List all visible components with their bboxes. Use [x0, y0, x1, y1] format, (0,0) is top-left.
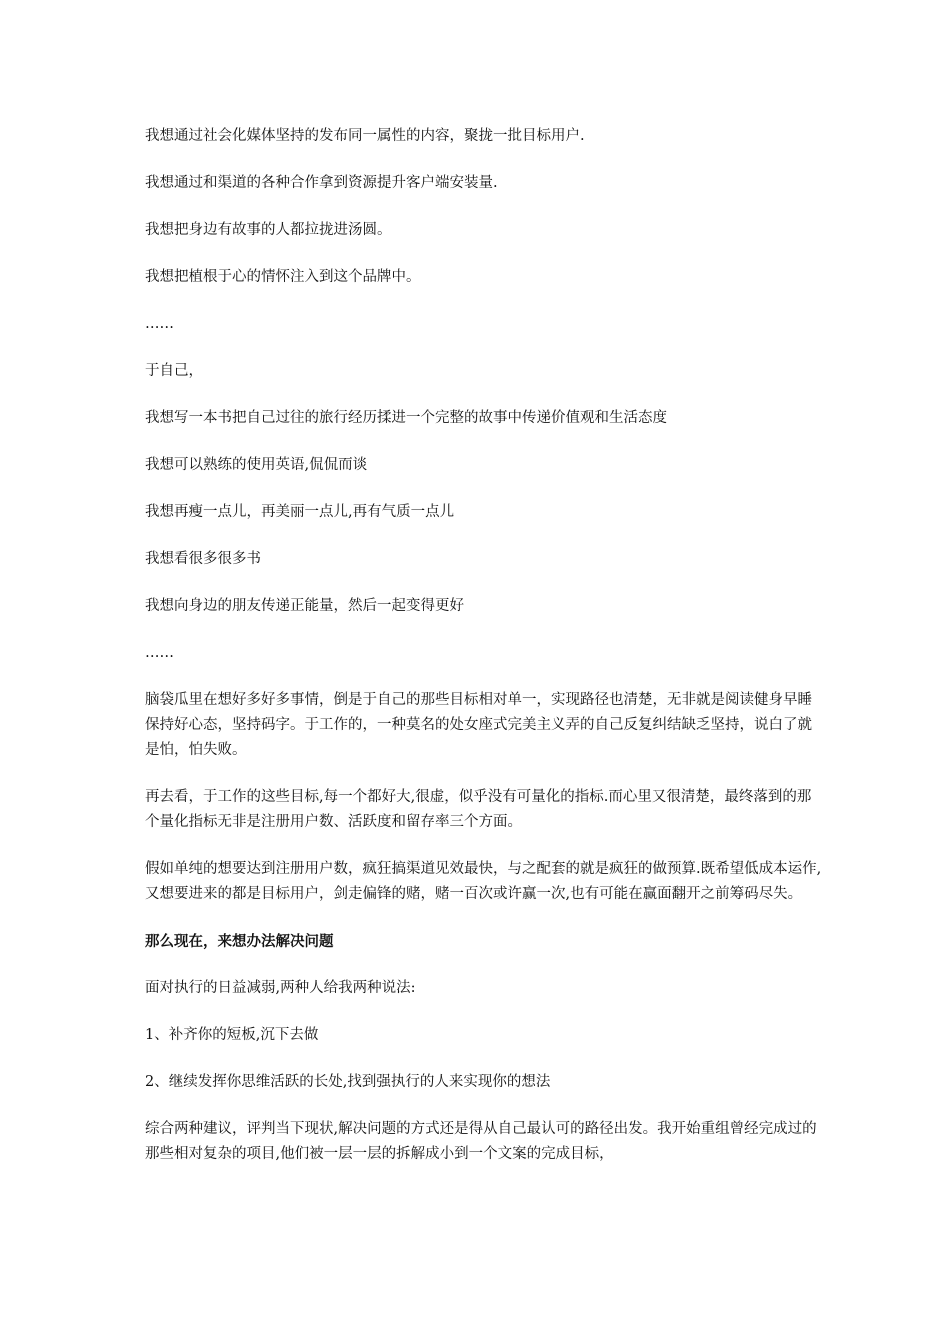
paragraph: 假如单纯的想要达到注册用户数，疯狂搞渠道见效最快，与之配套的就是疯狂的做预算.既希望低成本运作,又想要进来的都是目标用户，剑走偏锋的赌，赌一百次或许赢一次,也有可能在赢面翻开之前筹码尽失。 — [145, 861, 822, 902]
paragraph: 面对执行的日益减弱,两种人给我两种说法: — [145, 980, 416, 996]
paragraph: 我想看很多很多书 — [145, 551, 261, 567]
paragraph: 我想通过社会化媒体坚持的发布同一属性的内容，聚拢一批目标用户. — [145, 128, 585, 144]
list-item: 2、继续发挥你思维活跃的长处,找到强执行的人来实现你的想法 — [145, 1074, 551, 1090]
ellipsis-line: …… — [145, 316, 174, 332]
paragraph: 再去看，于工作的这些目标,每一个都好大,很虚，似乎没有可量化的指标.而心里又很清楚，最终落到的那个量化指标无非是注册用户数、活跃度和留存率三个方面。 — [145, 789, 812, 830]
section-heading: 那么现在，来想办法解决问题 — [145, 933, 334, 950]
paragraph: 我想把植根于心的情怀注入到这个品牌中。 — [145, 269, 421, 285]
ellipsis-line: …… — [145, 645, 174, 661]
paragraph: 综合两种建议，评判当下现状,解决问题的方式还是得从自己最认可的路径出发。我开始重组曾经完成过的那些相对复杂的项目,他们被一层一层的拆解成小到一个文案的完成目标， — [145, 1121, 817, 1162]
paragraph: 我想向身边的朋友传递正能量，然后一起变得更好 — [145, 598, 464, 614]
paragraph: 于自己， — [145, 363, 203, 379]
paragraph: 我想再瘦一点儿，再美丽一点儿,再有气质一点儿 — [145, 504, 455, 520]
paragraph: 我想写一本书把自己过往的旅行经历揉进一个完整的故事中传递价值观和生活态度 — [145, 410, 667, 426]
list-item: 1、补齐你的短板,沉下去做 — [145, 1027, 319, 1043]
paragraph: 我想通过和渠道的各种合作拿到资源提升客户端安装量. — [145, 175, 498, 191]
paragraph: 我想把身边有故事的人都拉拢进汤圆。 — [145, 222, 392, 238]
paragraph: 我想可以熟练的使用英语,侃侃而谈 — [145, 457, 368, 473]
document-body — [145, 124, 825, 1189]
paragraph: 脑袋瓜里在想好多好多事情，倒是于自己的那些目标相对单一，实现路径也清楚，无非就是阅读健身早睡保持好心态，坚持码字。于工作的，一种莫名的处女座式完美主义弄的自己反复纠结缺乏坚持，说白了就是怕，怕失败。 — [145, 692, 812, 758]
